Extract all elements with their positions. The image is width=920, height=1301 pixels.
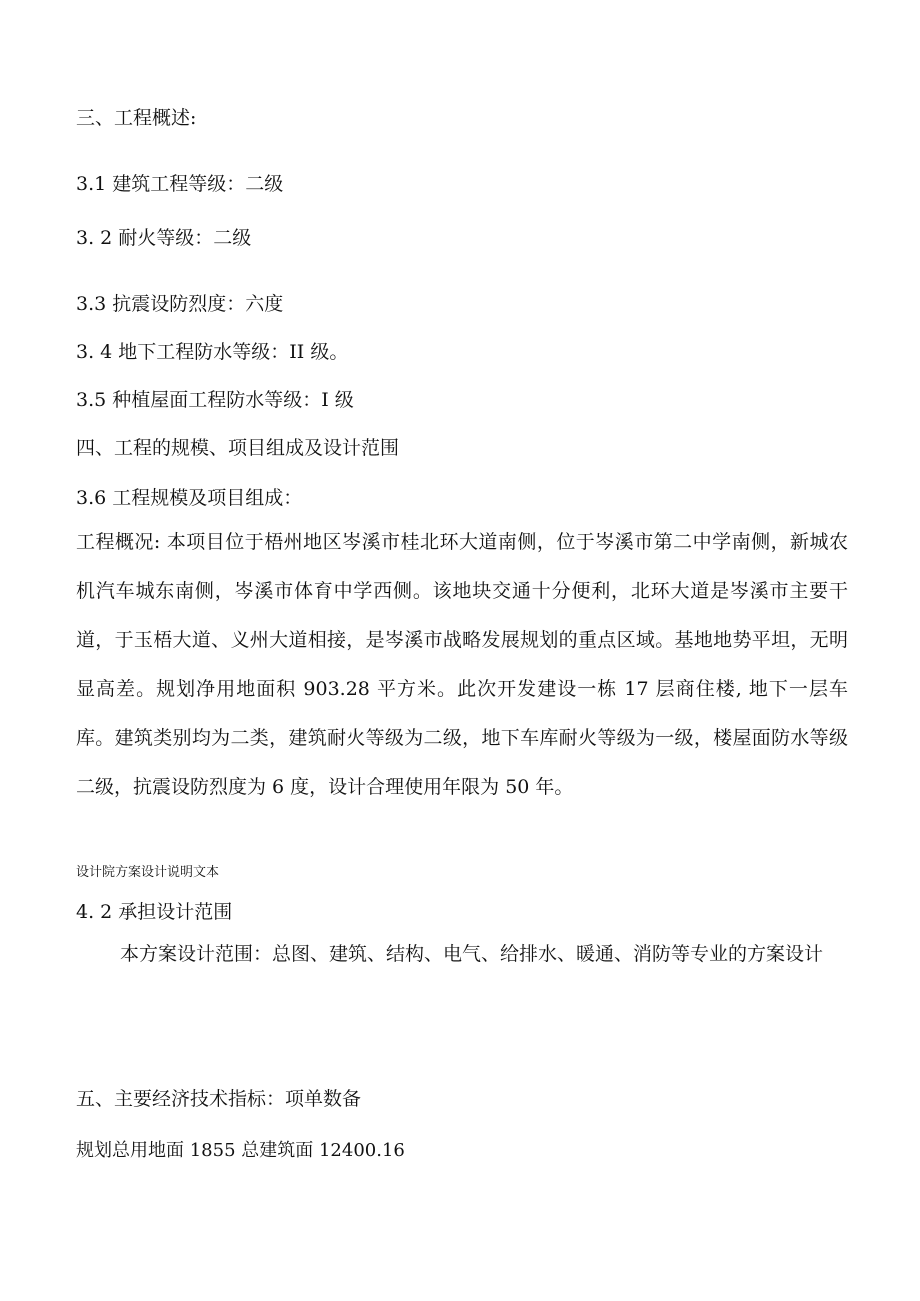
- item-3-5: 3.5 种植屋面工程防水等级：I 级: [76, 389, 354, 411]
- item-3-2: 3. 2 耐火等级：二级: [76, 227, 252, 249]
- item-4-2: 4. 2 承担设计范围: [76, 901, 233, 923]
- item-3-4: 3. 4 地下工程防水等级：II 级。: [76, 341, 349, 363]
- project-overview-paragraph: 工程概况: 本项目位于梧州地区岑溪市桂北环大道南侧，位于岑溪市第二中学南侧，新城农机汽车城东南侧，岑溪市体育中学西侧。该地块交通十分便利，北环大道是岑溪市主要干道，于玉梧大道、义州大道相接，是岑溪市战略发展规划的重点区域。基地地势平坦，无明显高差。规划净用地面积 903.28 平方米。此次开发建设一栋 17 层商住楼, 地下一层车库。建筑类别均为二类，建筑耐火等级为二级，地下车库耐火等级为一级，楼屋面防水等级二级，抗震设防烈度为 6 度，设计合理使用年限为 50 年。: [76, 531, 848, 798]
- document-source-note: 设计院方案设计说明文本: [76, 865, 220, 880]
- section-4-heading: 四、工程的规模、项目组成及设计范围: [76, 437, 400, 459]
- item-3-3: 3.3 抗震设防烈度：六度: [76, 293, 284, 315]
- item-3-1: 3.1 建筑工程等级：二级: [76, 173, 284, 195]
- indicator-line: 规划总用地面 1855 总建筑面 12400.16: [76, 1140, 405, 1161]
- section-5-heading: 五、主要经济技术指标：项单数备: [76, 1088, 362, 1110]
- item-3-6: 3.6 工程规模及项目组成：: [76, 487, 303, 509]
- design-scope-paragraph: 本方案设计范围：总图、建筑、结构、电气、给排水、暖通、消防等专业的方案设计: [120, 943, 824, 965]
- section-3-heading: 三、工程概述:: [76, 107, 197, 129]
